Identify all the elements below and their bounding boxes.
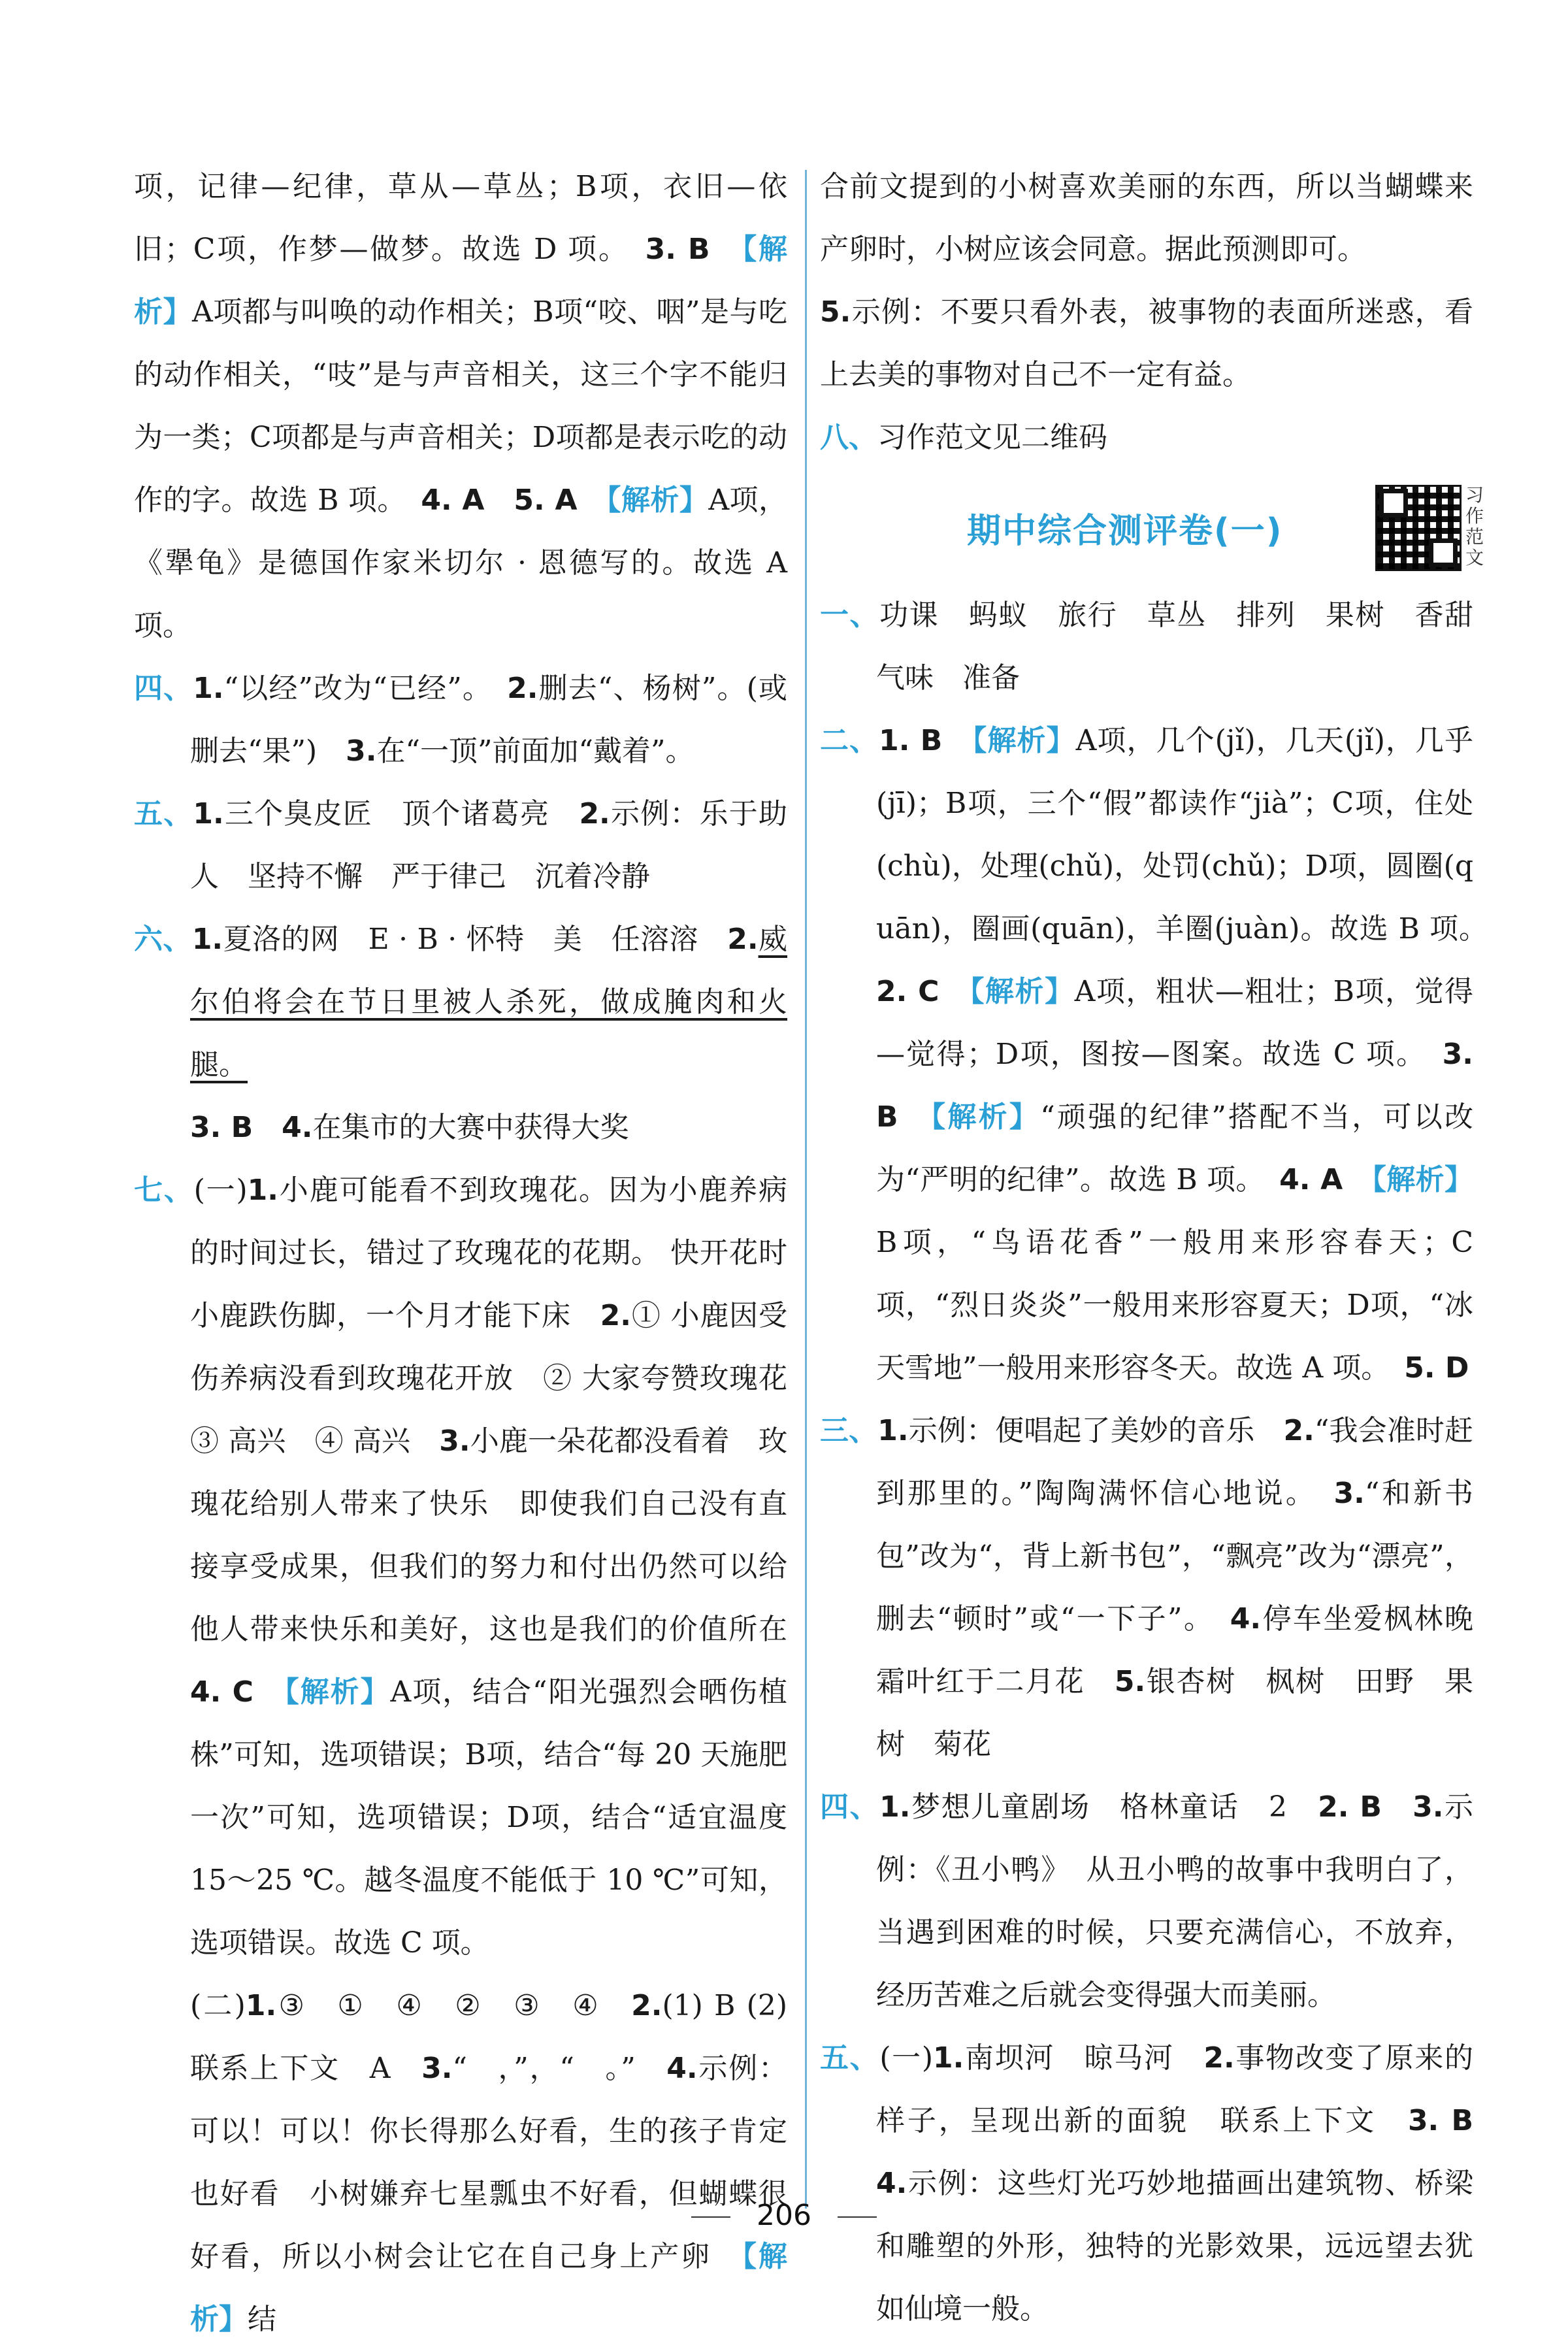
analysis-tag: 【解析】 <box>134 233 788 329</box>
analysis-tag: 【解析】 <box>190 2240 788 2336</box>
qr-code-icon[interactable] <box>1375 485 1462 571</box>
answer-five: 5.示例：不要只看外表，被事物的表面所迷惑，看上去美的事物对自己不一定有益。 <box>820 295 1473 391</box>
exam-section-two: 二、1. B 【解析】A项，几个(jǐ)，几天(jǐ)，几乎(jī)；B项，三个“假”都读作“jià”；C项，住处(chù)，处理(chǔ)，处罚(chǔ)；D项，圆圈(quān)，圈画(quān)，羊圈(juàn)。故选 B 项。 2. C 【解析】A项，粗状—粗壮；B项，觉得—觉得；D项，图按—图案。故选 C 项。 3. B 【解析】“顽强的纪律”搭配不当，可以改为“严明的纪律”。故选 B 项。 4. A 【解析】B项，“鸟语花香”一般用来形容春天；C项，“烈日炎炎”一般用来形容夏天；D项，“冰天雪地”一般用来形容冬天。故选 A 项。 5. D <box>820 724 1502 1385</box>
exam-section-five: 五、(一)1.南坝河 晾马河 2.事物改变了原来的样子，呈现出新的面貌 联系上下文 3. B 4.示例：这些灯光巧妙地描画出建筑物、桥梁和雕塑的外形，独特的光影效果，远远望去犹如仙境一般。 <box>820 2041 1503 2326</box>
section-seven-part-two: (二)1.③ ① ④ ② ③ ④ 2.(1) B (2) 联系上下文 A 3.“ ，”，“ 。” 4.示例：可以！可以！你长得那么好看，生的孩子肯定也好看 小树嫌弃七星瓢虫不好看，但蝴蝶很好看，所以小树会让它在自己身上产卵 【解析】结 <box>190 1989 788 2336</box>
section-five: 五、1.三个臭皮匠 顶个诸葛亮 2.示例：乐于助人 坚持不懈 严于律己 沉着冷静 <box>134 797 788 893</box>
analysis-tag: 【解析】 <box>970 975 1075 1008</box>
analysis-tag: 【解析】 <box>931 1100 1041 1134</box>
section-seven: 七、(一)1.小鹿可能看不到玫瑰花。因为小鹿养病的时间过长，错过了玫瑰花的花期。 快开花时小鹿跌伤脚，一个月才能下床 2.① 小鹿因受伤养病没看到玫瑰花开放 ② 大家夸赞玫瑰花 ③ 高兴 ④ 高兴 3.小鹿一朵花都没看着 玫瑰花给别人带来了快乐 即使我们自己没有直接享受成果，但我们的努力和付出仍然可以给他人带来快乐和美好，这也是我们的价值所在 4. C 【解析】A项，结合“阳光强烈会晒伤植株”可知，选项错误；B项，结合“每 20 天施肥一次”可知，选项错误；D项，结合“适宜温度 15～25 ℃。越冬温度不能低于 10 ℃”可知，选项错误。故选 C 项。 <box>134 1174 816 1960</box>
exam-section-four: 四、1.梦想儿童剧场 格林童话 2 2. B 3.示例：《丑小鸭》 从丑小鸭的故事中我明白了，当遇到困难的时候，只要充满信心，不放弃，经历苦难之后就会变得强大而美丽。 <box>820 1790 1473 2012</box>
column-divider <box>805 170 807 2209</box>
section-six: 六、1.夏洛的网 E · B · 怀特 美 任溶溶 2.威尔伯将会在节日里被人杀死，做成腌肉和火腿。 <box>134 923 787 1081</box>
section-eight: 八、习作范文见二维码 <box>820 421 1107 454</box>
footer-dash-left <box>691 2216 730 2218</box>
exam-section-one: 一、功课 蚂蚁 旅行 草丛 排列 果树 香甜 气味 准备 <box>820 599 1503 695</box>
exam-section-three: 三、1.示例：便唱起了美妙的音乐 2.“我会准时赶到那里的。”陶陶满怀信心地说。 3.“和新书包”改为“，背上新书包”，“飘亮”改为“漂亮”，删去“顿时”或“一下子”。 4.停车坐爱枫林晚 霜叶红于二月花 5.银杏树 枫树 田野 果树 菊花 <box>820 1414 1502 1761</box>
answer-paragraph: 项，记律—纪律，草从—草丛；B项，衣旧—依旧；C项，作梦—做梦。故选 D 项。 3. B 【解析】A项都与叫唤的动作相关；B项“咬、咽”是与吃的动作相关，“吱”是与声音相关，这三个字不能归为一类；C项都是与声音相关；D项都是表示吃的动作的字。故选 B 项。 4. A 5. A 【解析】A项，《犟龟》是德国作家米切尔 · 恩德写的。故选 A 项。 <box>134 170 788 642</box>
page-number-footer <box>0 2199 1568 2232</box>
analysis-tag: 【解析】 <box>1371 1163 1474 1196</box>
exam-title-row <box>820 480 1484 578</box>
exam-title: 期中综合测评卷(一) <box>967 512 1283 551</box>
section-four: 四、1.“以经”改为“已经”。 2.删去“、杨树”。(或删去“果”) 3.在“一顶”前面加“戴着”。 <box>134 672 787 768</box>
section-six-continued: 3. B 4.在集市的大赛中获得大奖 <box>190 1111 629 1144</box>
analysis-tag: 【解析】 <box>284 1675 391 1709</box>
page-number: 206 <box>757 2199 811 2232</box>
analysis-tag: 【解析】 <box>606 484 709 517</box>
right-column <box>820 156 1503 2341</box>
footer-dash-right <box>838 2216 877 2218</box>
analysis-tag: 【解析】 <box>972 724 1076 757</box>
continued-analysis: 合前文提到的小树喜欢美丽的东西，所以当蝴蝶来产卵时，小树应该会同意。据此预测即可。 <box>820 170 1473 266</box>
qr-label: 习作范文 <box>1465 484 1484 568</box>
left-column <box>134 156 816 2351</box>
